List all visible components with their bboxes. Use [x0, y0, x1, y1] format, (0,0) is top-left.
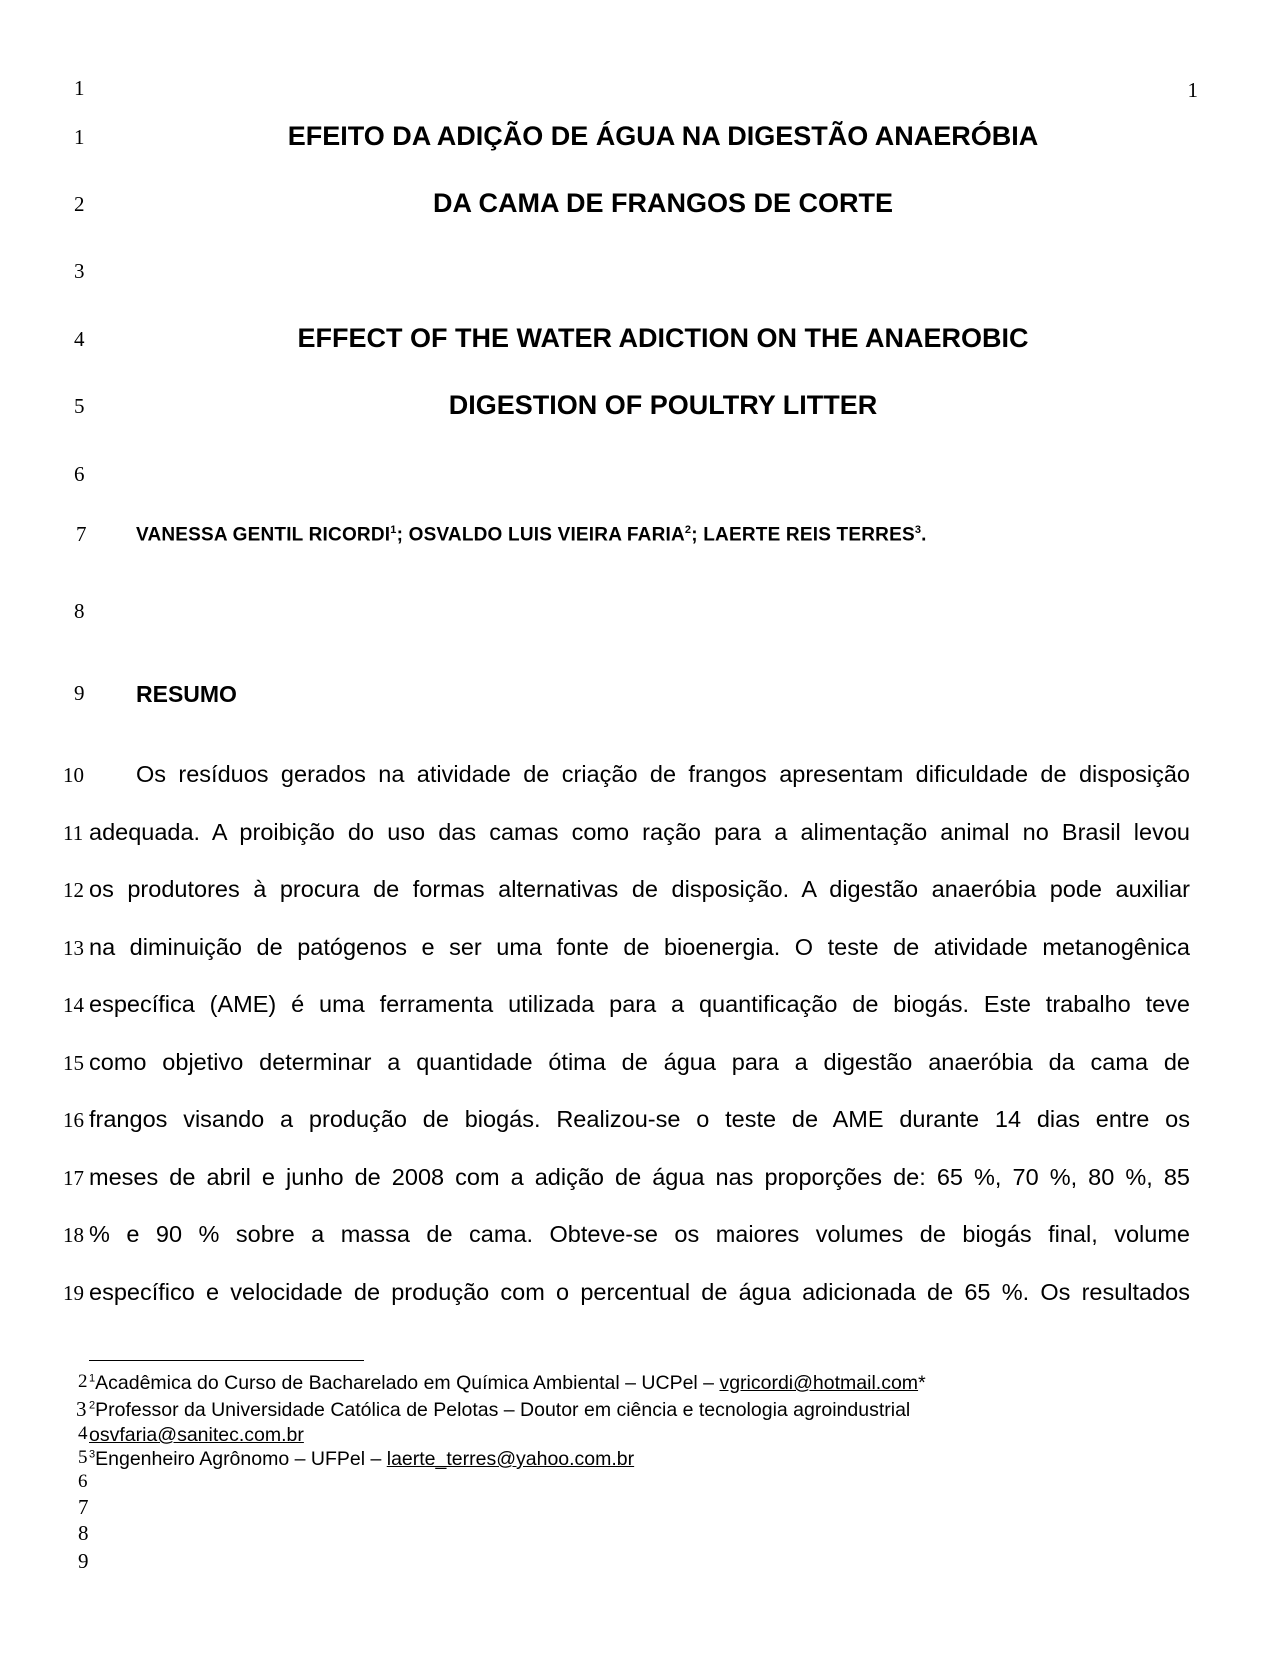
title-pt-line-1: EFEITO DA ADIÇÃO DE ÁGUA NA DIGESTÃO ANAERÓBIA	[287, 121, 1039, 151]
page-number: 1	[1187, 78, 1198, 102]
line-number: 1	[74, 125, 85, 149]
line-number: 17	[63, 1166, 84, 1190]
footnote-email-link[interactable]: laerte_terres@yahoo.com.br	[386, 1448, 635, 1470]
abstract-line: Os resíduos gerados na atividade de criação de frangos apresentam dificuldade de disposição	[136, 761, 1190, 787]
abstract-line: específico e velocidade de produção com o percentual de água adicionada de 65 %. Os resultados	[89, 1279, 1190, 1305]
footnote-separator	[89, 1360, 364, 1361]
line-number: 9	[74, 681, 85, 705]
line-number: 11	[63, 821, 84, 845]
author-separator: ;	[396, 524, 409, 546]
author-name: OSVALDO LUIS VIEIRA FARIA	[408, 524, 685, 546]
line-number: 14	[63, 993, 84, 1017]
footnote-text: Engenheiro Agrônomo – UFPel –	[95, 1448, 387, 1470]
author-list	[136, 524, 927, 546]
abstract-line: adequada. A proibição do uso das camas como ração para a alimentação animal no Brasil levou	[89, 819, 1190, 845]
footnote-email-link[interactable]: vgricordi@hotmail.com	[719, 1372, 919, 1394]
line-number: 8	[74, 599, 85, 623]
line-number: 2	[74, 192, 85, 216]
line-number: 12	[63, 878, 84, 902]
footnote-2	[89, 1399, 910, 1422]
line-number: 4	[74, 327, 85, 351]
author-name: LAERTE REIS TERRES	[703, 524, 915, 546]
title-en-line-2: DIGESTION OF POULTRY LITTER	[448, 390, 878, 420]
abstract-line: como objetivo determinar a quantidade ótima de água para a digestão anaeróbia da cama de	[89, 1049, 1190, 1075]
line-number: 16	[63, 1108, 84, 1132]
author-affiliation-mark: 2	[684, 524, 692, 536]
footnote-text: Acadêmica do Curso de Bacharelado em Química Ambiental – UCPel –	[95, 1372, 720, 1394]
line-number: 3	[74, 259, 85, 283]
footnote-line-number: 2	[78, 1371, 88, 1392]
title-pt-line-2: DA CAMA DE FRANGOS DE CORTE	[432, 188, 893, 218]
line-number: 10	[63, 763, 84, 787]
footnote-line-number: 7	[78, 1495, 89, 1519]
line-number: 18	[63, 1223, 84, 1247]
footnote-text: Professor da Universidade Católica de Pelotas – Doutor em ciência e tecnologia agroindustrial	[95, 1399, 911, 1421]
line-number: 15	[63, 1051, 84, 1075]
line-number: 13	[63, 936, 84, 960]
author-separator: .	[921, 524, 927, 546]
line-number: 6	[74, 462, 85, 486]
abstract-line: específica (AME) é uma ferramenta utilizada para a quantificação de biogás. Este trabalho teve	[89, 991, 1190, 1017]
abstract-line: na diminuição de patógenos e ser uma fonte de bioenergia. O teste de atividade metanogênica	[89, 934, 1190, 960]
line-number: 5	[74, 394, 85, 418]
title-en-line-1: EFFECT OF THE WATER ADICTION ON THE ANAEROBIC	[297, 323, 1029, 353]
abstract-line: os produtores à procura de formas alternativas de disposição. A digestão anaeróbia pode auxiliar	[89, 876, 1190, 902]
footnote-line-number: 5	[78, 1447, 88, 1468]
author-name: VANESSA GENTIL RICORDI	[136, 524, 391, 546]
section-heading: RESUMO	[136, 681, 237, 707]
footnote-line-number: 4	[78, 1423, 88, 1444]
line-number: 7	[76, 522, 87, 546]
footnote-2-continued	[89, 1424, 304, 1447]
abstract-line: meses de abril e junho de 2008 com a adição de água nas proporções de: 65 %, 70 %, 80 %, 85	[89, 1164, 1190, 1190]
footnote-mark: 1	[89, 1372, 96, 1385]
footnote-line-number: 6	[78, 1471, 88, 1492]
footnote-line-number: 8	[78, 1521, 89, 1545]
footnote-mark: 2	[89, 1399, 96, 1412]
author-separator: ;	[691, 524, 704, 546]
footnote-1	[89, 1372, 926, 1395]
abstract-line: frangos visando a produção de biogás. Realizou-se o teste de AME durante 14 dias entre os	[89, 1106, 1190, 1132]
footnote-mark: 3	[89, 1448, 96, 1461]
footnote-asterisk: *	[918, 1372, 926, 1394]
footnote-3	[89, 1448, 634, 1471]
line-number: 1	[74, 76, 85, 100]
line-number: 19	[63, 1281, 84, 1305]
author-affiliation-mark: 3	[914, 524, 922, 536]
footnote-line-number: 3	[76, 1397, 87, 1421]
footnote-email-link[interactable]: osvfaria@sanitec.com.br	[89, 1424, 304, 1446]
footnote-line-number: 9	[78, 1549, 89, 1573]
abstract-line: % e 90 % sobre a massa de cama. Obteve-se os maiores volumes de biogás final, volume	[89, 1221, 1190, 1247]
author-affiliation-mark: 1	[390, 524, 397, 536]
